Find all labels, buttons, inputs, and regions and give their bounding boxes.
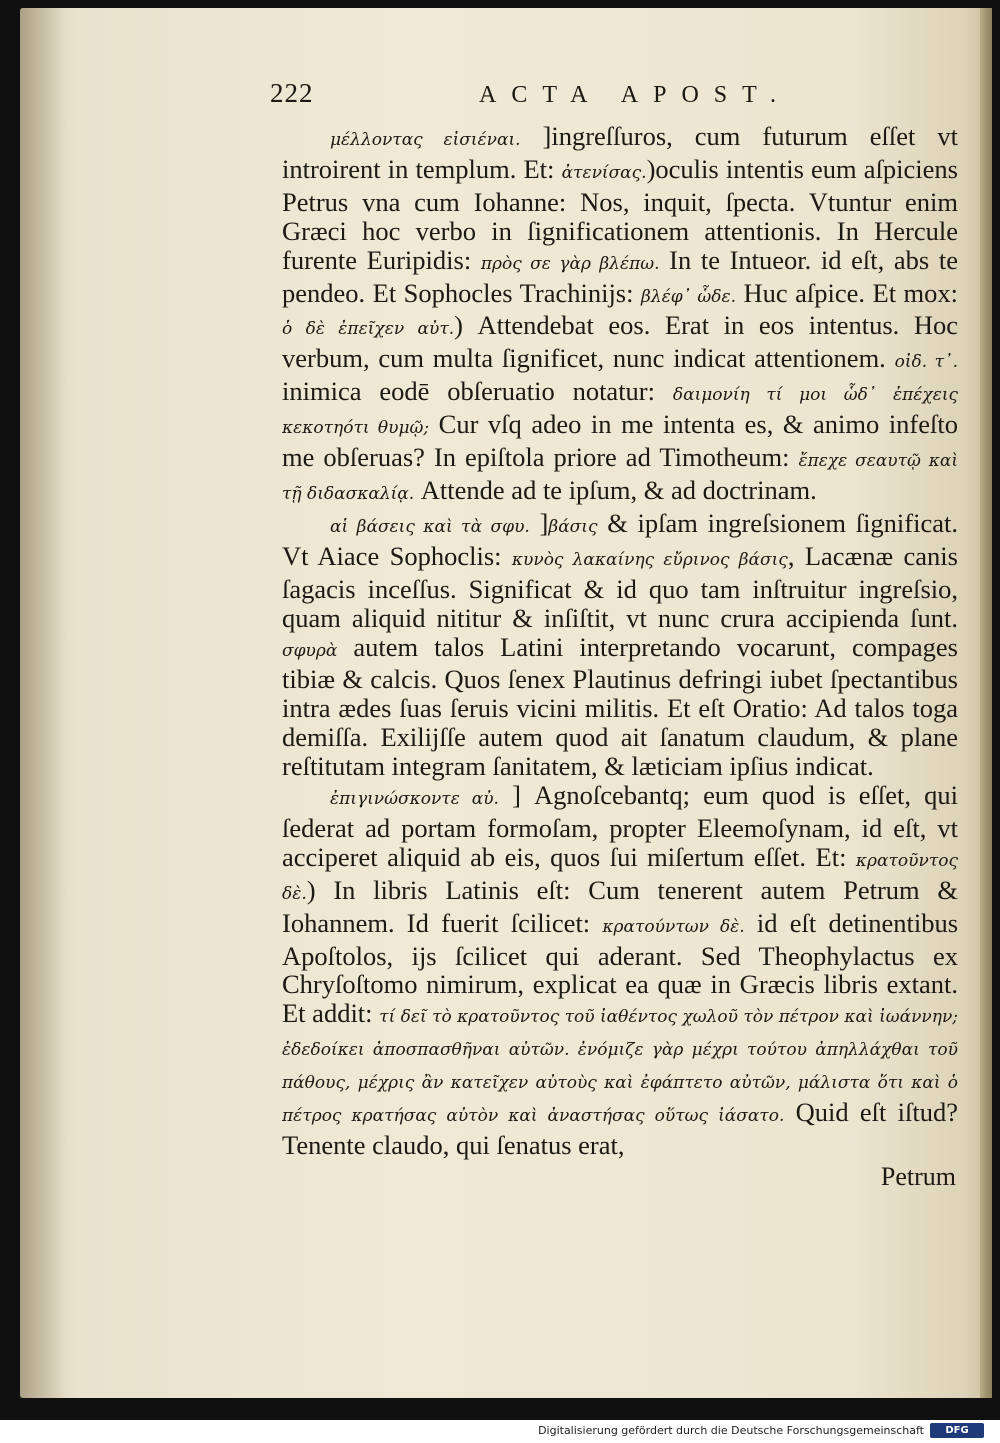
- greek-text: δαιμονίη τί μοι ὧδ᾽ ἐπέχεις κεκοτηότι θυμῷ;: [282, 385, 958, 439]
- paragraph-2: [282, 509, 958, 781]
- text-block: [282, 122, 958, 1160]
- greek-text: κρατούντων δὲ.: [602, 916, 745, 937]
- greek-text: τί δεῖ τὸ κρατοῦντος τοῦ ἰαθέντος χωλοῦ τὸν πέτρον καὶ ἰωάννην; ἐδεδοίκει ἀποσπασθῆναι αὐτῶν. ἐνόμιζε γὰρ μέχρι τούτου ἀπηλλάχθαι τοῦ πάθους, μέχρις ἂν κατεῖχεν αὐτοὺς καὶ ἐφάπτετο αὐτῶν, μάλιστα ὅτι καὶ ὁ πέτρος κρατήσας αὐτὸν καὶ ἀναστήσας οὕτως ἰάσατο.: [282, 1007, 959, 1127]
- latin-text: ) Attendebat eos. Erat in eos intentus. Hoc verbum, cum multa ſignificet, nunc indicat attentionem.: [282, 310, 958, 374]
- digitization-footer: [0, 1420, 1000, 1443]
- footer-credit: Digitalisierung gefördert durch die Deutsche Forschungsgemeinschaft: [538, 1424, 924, 1437]
- latin-text: Quid eſt iſtud? Tenente claudo, qui ſenatus erat,: [282, 1097, 958, 1160]
- catchword: Petrum: [880, 1162, 956, 1191]
- spine-shadow: [20, 8, 66, 1398]
- running-head: ACTA APOST.: [479, 82, 791, 108]
- greek-text: μέλλοντας εἰσιέναι.: [330, 130, 521, 150]
- greek-text: βάσις: [548, 516, 598, 537]
- greek-text: σφυρὰ: [282, 640, 338, 661]
- page-header: [0, 78, 1000, 118]
- greek-text: ἔπεχε σεαυτῷ καὶ τῇ διδασκαλίᾳ.: [282, 451, 958, 504]
- greek-text: βλέφ᾽ ὧδε.: [640, 286, 737, 307]
- latin-text: autem talos Latini interpretando vocarunt, compages tibiæ & calcis. Quos ſenex Plautinus defringi iubet ſpectantibus intra ædes ſuas ſeruis vicini militis. Et eſt Oratio: Ad talos toga demiſſa. Exilijſſe autem quod ait ſanatum claudum, & plane reſtitutam integram ſanitatem, & læticiam ipſius indicat.: [282, 631, 958, 782]
- paragraph-1: [282, 122, 958, 509]
- greek-text: πρὸς σε γὰρ βλέπω.: [480, 253, 660, 274]
- latin-text: Huc aſpice. Et mox:: [736, 277, 959, 308]
- latin-text: Cur vſq adeo in me intenta es, & animo infeſto me obſeruas? In epiſtola priore ad Timotheum:: [282, 409, 958, 473]
- greek-text: κυνὸς λακαίνης εὔρινος βάσις: [511, 549, 788, 570]
- latin-text: ] Agnoſcebantq; eum quod is eſſet, qui ſederat ad portam formoſam, propter Eleemoſynam, id eſt, vt acciperet aliquid ab eis, quos ſui miſertum eſſet. Et:: [282, 780, 958, 872]
- latin-text: Attende ad te ipſum, & ad doctrinam.: [414, 474, 817, 505]
- latin-text: & ipſam ingreſsionem ſignificat. Vt Aiace Sophoclis:: [282, 507, 958, 571]
- latin-text: inimica eodē obſeruatio notatur:: [282, 376, 673, 407]
- greek-text: ἐπιγινώσκοντε αὐ.: [330, 789, 499, 810]
- latin-text: id eſt detinentibus Apoſtolos, ijs ſcilicet qui aderant. Sed Theophylactus ex Chryſoſtomo nimirum, explicat ea quæ in Græcis libris extant. Et addit:: [282, 907, 959, 1029]
- latin-text: , Lacænæ canis ſagacis inceſſus. Significat & id quo tam inſtruitur ingreſsio, quam aliquid nititur & inſiſtit, vt nunc crura accipienda ſunt.: [282, 540, 958, 633]
- page-edge: [980, 8, 992, 1398]
- page-number: 222: [270, 78, 314, 108]
- latin-text: ]: [529, 507, 549, 538]
- greek-text: ὁ δὲ ἐπεῖχεν αὐτ.: [282, 319, 455, 340]
- latin-text: ]ingreſſuros, cum futurum eſſet vt introirent in templum. Et:: [282, 121, 958, 184]
- greek-text: οἰδ. τ᾽.: [894, 352, 958, 373]
- latin-text: ) In libris Latinis eſt: Cum tenerent autem Petrum & Iohannem. Id fuerit ſcilicet:: [282, 874, 958, 938]
- greek-text: αἱ βάσεις καὶ τὰ σφυ.: [330, 516, 530, 537]
- greek-text: ἀτενίσας.: [561, 162, 647, 183]
- latin-text: In te Intueor. id eſt, abs te pendeo. Et Sophocles Trachinijs:: [282, 244, 958, 308]
- dfg-logo: DFG: [930, 1423, 984, 1438]
- paragraph-3: [282, 781, 958, 1160]
- latin-text: )oculis intentis eum aſpiciens Petrus vna cum Iohanne: Nos, inquit, ſpecta. Vtuntur enim Græci hoc verbo in ſignificationem attentionis. In Hercule furente Euripidis:: [282, 153, 958, 275]
- greek-text: κρατοῦντος δὲ.: [282, 850, 958, 904]
